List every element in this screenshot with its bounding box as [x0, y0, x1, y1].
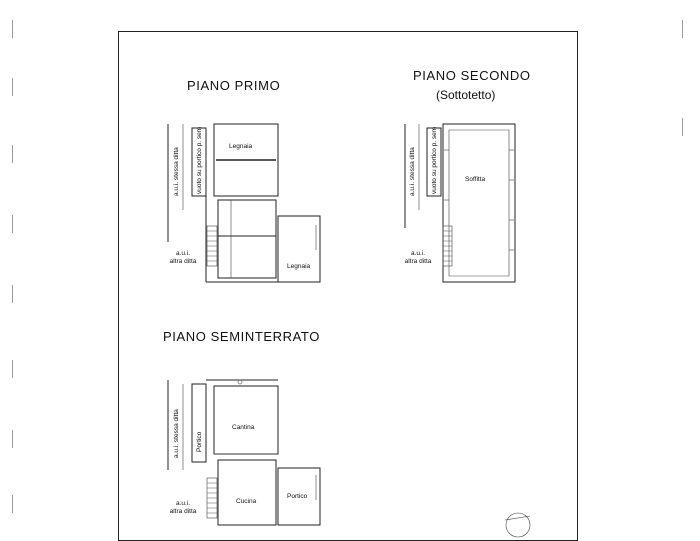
plan-subtitle-secondo: (Sottotetto): [436, 88, 496, 102]
side-label-stessa-ditta: a.u.i. stessa ditta: [173, 409, 180, 458]
side-label-stessa-ditta: a.u.i. stessa ditta: [409, 147, 416, 196]
side-label-stessa-ditta: a.u.i. stessa ditta: [173, 147, 180, 196]
side-label-portico: Portico: [196, 431, 203, 452]
side-label-portico: vuoto su portico p. sem: [431, 126, 438, 194]
room-label-legnaia: Legnaia: [229, 143, 253, 150]
plan-title-secondo: PIANO SECONDO: [413, 68, 531, 83]
note-altra-ditta: a.u.i. altra ditta: [169, 250, 197, 265]
note-altra-ditta: a.u.i. altra ditta: [169, 500, 197, 515]
room-label-soffitta: Soffitta: [465, 176, 486, 183]
room-label-legnaia: Legnaia: [287, 263, 311, 270]
plan-title-seminterrato: PIANO SEMINTERRATO: [163, 329, 320, 344]
room-label-portico: Portico: [287, 493, 308, 500]
room-label-cucina: Cucina: [236, 498, 257, 505]
room-label-cantina: Cantina: [232, 424, 255, 431]
note-altra-ditta: a.u.i. altra ditta: [404, 250, 432, 265]
plan-title-primo: PIANO PRIMO: [187, 78, 281, 93]
side-label-portico: vuoto su portico p. sem: [196, 126, 203, 194]
